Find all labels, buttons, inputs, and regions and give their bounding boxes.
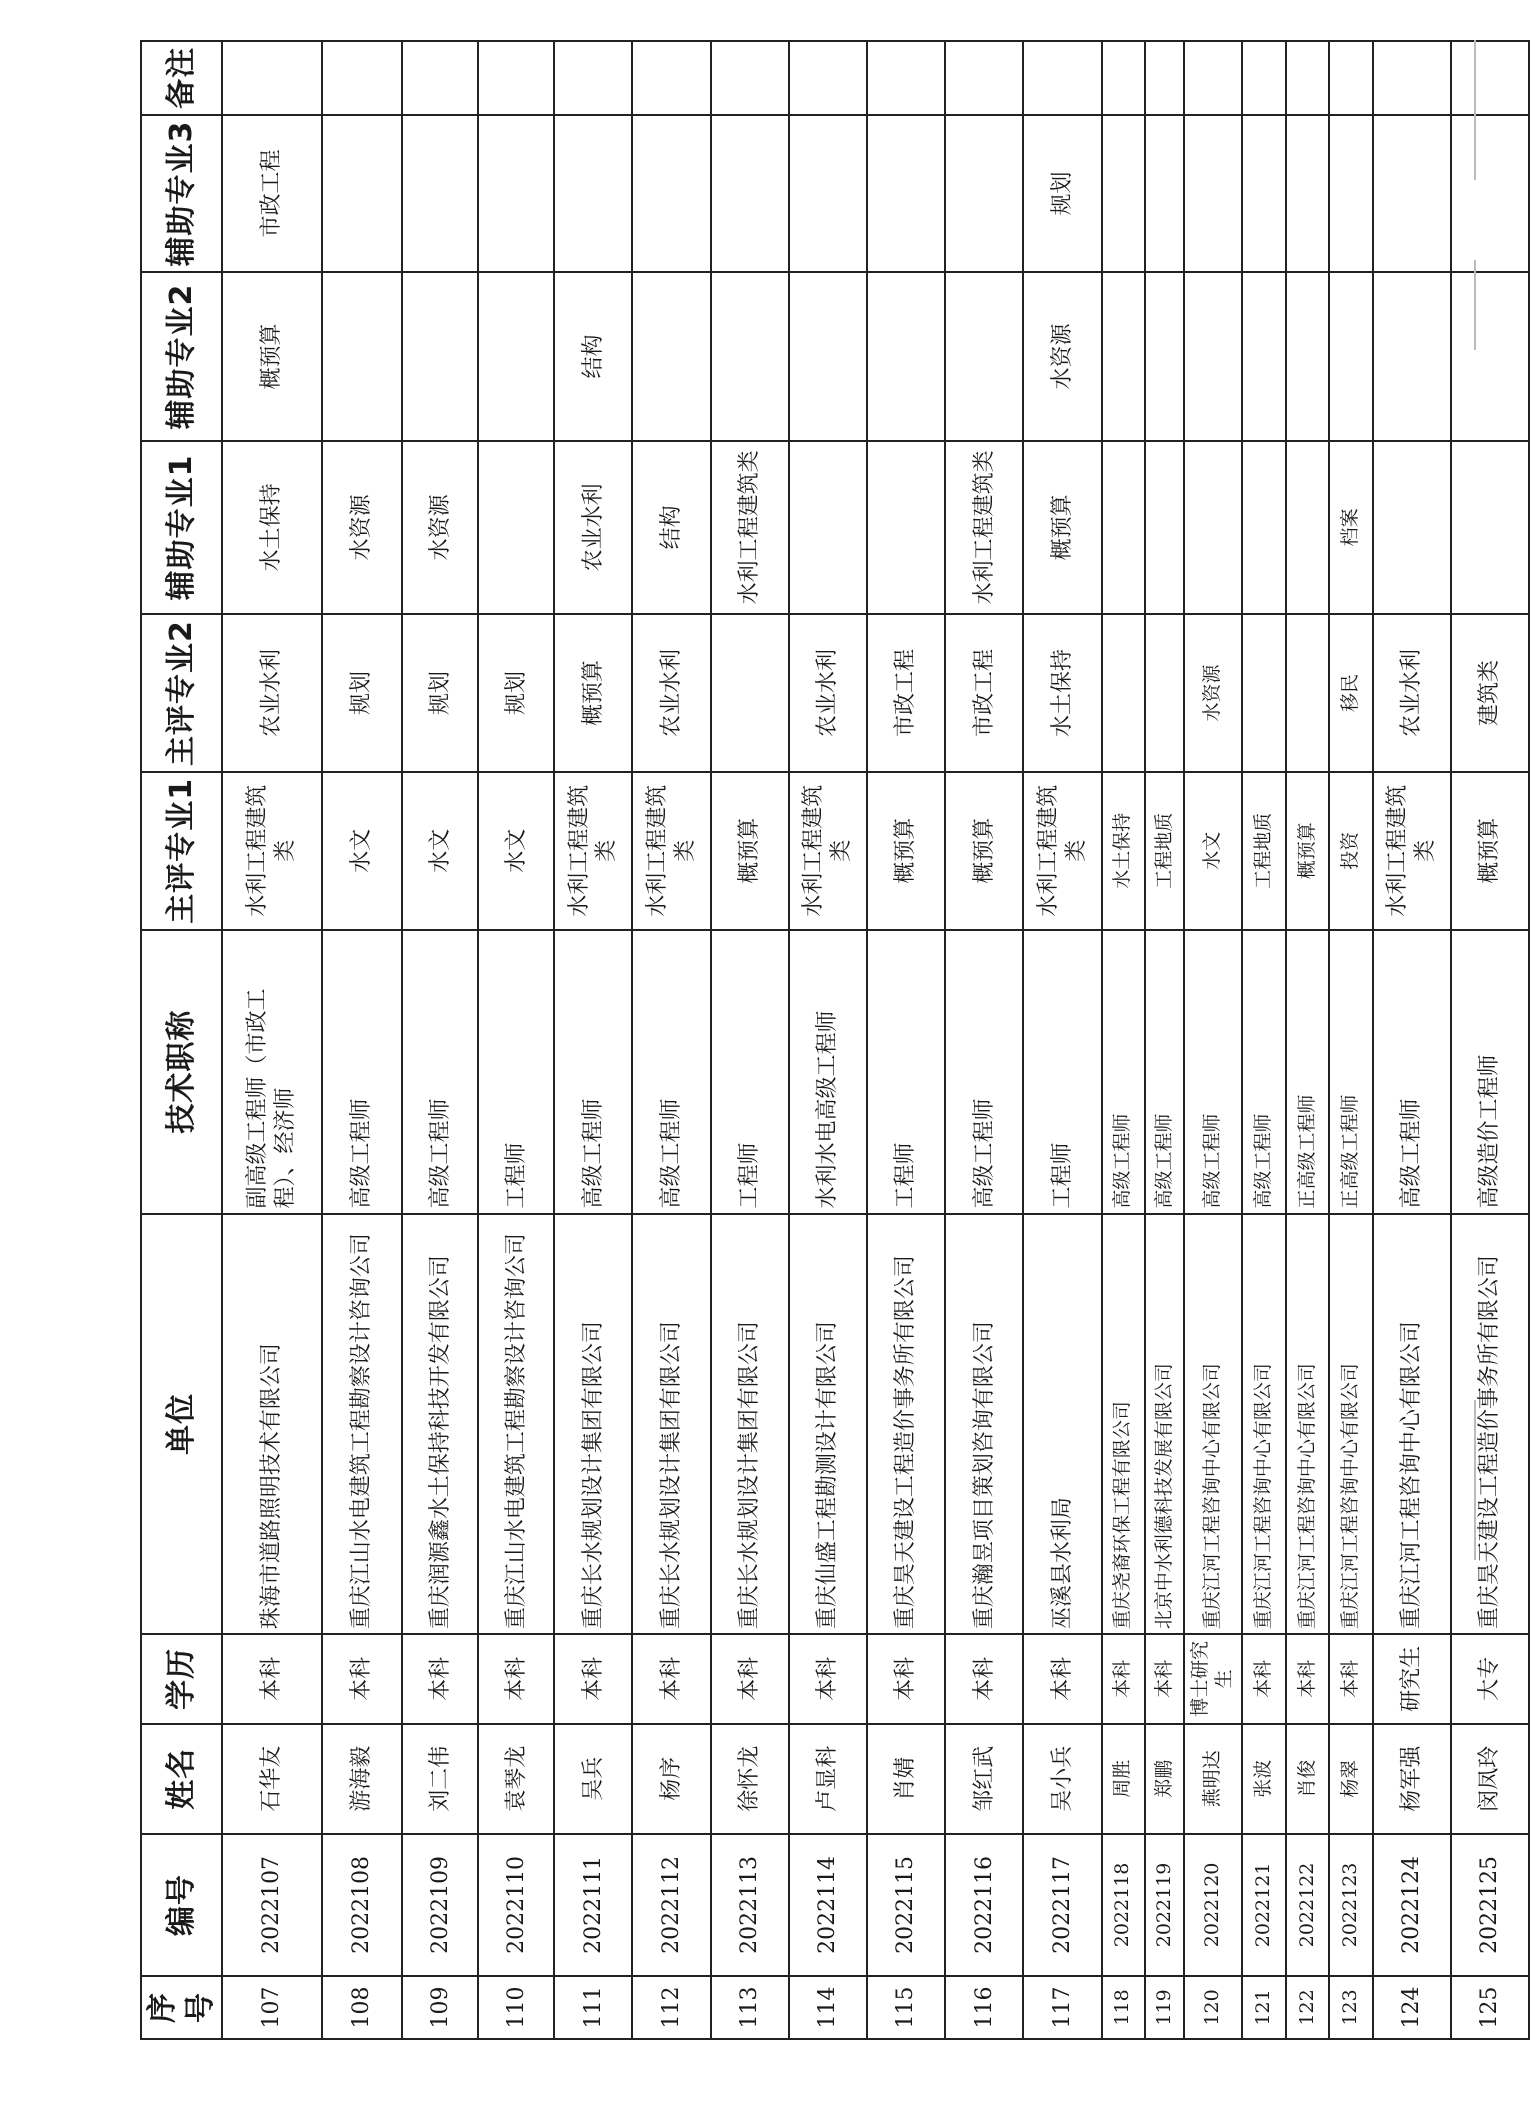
column-header: 单位 (141, 1214, 222, 1635)
cell-aux3 (1286, 115, 1329, 273)
cell-major1: 概预算 (1451, 772, 1529, 930)
cell-code: 2022118 (1102, 1834, 1145, 1976)
cell-title: 工程师 (711, 930, 789, 1214)
cell-aux2 (1145, 272, 1184, 440)
cell-aux2 (1184, 272, 1242, 440)
cell-name: 张波 (1242, 1724, 1285, 1834)
column-header: 辅助专业3 (141, 115, 222, 273)
cell-aux2 (789, 272, 867, 440)
table-row (1286, 41, 1329, 2039)
cell-education: 本科 (1242, 1634, 1285, 1723)
cell-major2: 水资源 (1184, 614, 1242, 772)
cell-title: 工程师 (478, 930, 554, 1214)
cell-aux1: 档案 (1329, 441, 1372, 615)
cell-unit: 重庆江河工程咨询中心有限公司 (1184, 1214, 1242, 1635)
table-row (1451, 41, 1529, 2039)
cell-aux1: 水资源 (322, 441, 402, 615)
cell-aux3 (789, 115, 867, 273)
cell-code: 2022113 (711, 1834, 789, 1976)
cell-unit: 重庆昊天建设工程造价事务所有限公司 (867, 1214, 945, 1635)
cell-major1: 概预算 (1286, 772, 1329, 930)
cell-code: 2022119 (1145, 1834, 1184, 1976)
cell-remark (632, 41, 710, 115)
cell-name: 杨序 (632, 1724, 710, 1834)
cell-remark (945, 41, 1023, 115)
table-row (1102, 41, 1145, 2039)
cell-code: 2022122 (1286, 1834, 1329, 1976)
cell-aux1 (789, 441, 867, 615)
cell-major1: 概预算 (945, 772, 1023, 930)
cell-education: 本科 (945, 1634, 1023, 1723)
cell-aux1 (1145, 441, 1184, 615)
cell-major1: 水文 (322, 772, 402, 930)
cell-major1: 工程地质 (1242, 772, 1285, 930)
cell-code: 2022124 (1373, 1834, 1451, 1976)
cell-unit: 重庆昊天建设工程造价事务所有限公司 (1451, 1214, 1529, 1635)
cell-title: 高级造价工程师 (1451, 930, 1529, 1214)
cell-major1: 水利工程建筑类 (632, 772, 710, 930)
cell-aux2 (1286, 272, 1329, 440)
cell-name: 杨军强 (1373, 1724, 1451, 1834)
cell-aux3 (554, 115, 632, 273)
column-header: 主评专业1 (141, 772, 222, 930)
header-row (141, 41, 222, 2039)
cell-name: 吴小兵 (1023, 1724, 1101, 1834)
cell-remark (867, 41, 945, 115)
cell-aux1 (867, 441, 945, 615)
cell-name: 燕明达 (1184, 1724, 1242, 1834)
cell-code: 2022125 (1451, 1834, 1529, 1976)
cell-unit: 重庆瀚昱项目策划咨询有限公司 (945, 1214, 1023, 1635)
table-row (1242, 41, 1285, 2039)
cell-major2: 规划 (402, 614, 478, 772)
cell-education: 本科 (402, 1634, 478, 1723)
table-row (632, 41, 710, 2039)
cell-major2 (1242, 614, 1285, 772)
column-header: 序号 (141, 1976, 222, 2039)
cell-aux3 (1242, 115, 1285, 273)
cell-remark (1329, 41, 1372, 115)
cell-major2: 建筑类 (1451, 614, 1529, 772)
cell-aux1 (478, 441, 554, 615)
table-row (222, 41, 322, 2039)
cell-index: 122 (1286, 1976, 1329, 2039)
cell-name: 肖婧 (867, 1724, 945, 1834)
cell-title: 高级工程师 (1373, 930, 1451, 1214)
cell-education: 本科 (1102, 1634, 1145, 1723)
cell-aux3 (632, 115, 710, 273)
cell-title: 高级工程师 (945, 930, 1023, 1214)
cell-major2: 移民 (1329, 614, 1372, 772)
cell-index: 108 (322, 1976, 402, 2039)
cell-education: 本科 (322, 1634, 402, 1723)
table-row (711, 41, 789, 2039)
cell-unit: 重庆江河工程咨询中心有限公司 (1373, 1214, 1451, 1635)
cell-aux3 (945, 115, 1023, 273)
scan-edge-mark (1474, 260, 1476, 350)
column-header: 编号 (141, 1834, 222, 1976)
cell-name: 杨翠 (1329, 1724, 1372, 1834)
cell-aux3 (1102, 115, 1145, 273)
cell-title: 正高级工程师 (1286, 930, 1329, 1214)
cell-code: 2022111 (554, 1834, 632, 1976)
cell-aux1 (1373, 441, 1451, 615)
cell-education: 本科 (1286, 1634, 1329, 1723)
cell-code: 2022121 (1242, 1834, 1285, 1976)
cell-major1: 水利工程建筑类 (1023, 772, 1101, 930)
cell-remark (1102, 41, 1145, 115)
cell-aux1 (1242, 441, 1285, 615)
cell-education: 本科 (711, 1634, 789, 1723)
cell-title: 高级工程师 (322, 930, 402, 1214)
cell-title: 高级工程师 (554, 930, 632, 1214)
cell-title: 高级工程师 (632, 930, 710, 1214)
cell-name: 徐怀龙 (711, 1724, 789, 1834)
cell-remark (402, 41, 478, 115)
cell-education: 博士研究生 (1184, 1634, 1242, 1723)
cell-major2: 农业水利 (789, 614, 867, 772)
cell-index: 109 (402, 1976, 478, 2039)
cell-major2 (1145, 614, 1184, 772)
cell-code: 2022112 (632, 1834, 710, 1976)
expert-list-table (140, 40, 1530, 2040)
cell-major1: 水文 (402, 772, 478, 930)
cell-title: 高级工程师 (402, 930, 478, 1214)
table-row (1023, 41, 1101, 2039)
cell-aux2 (711, 272, 789, 440)
cell-major1: 概预算 (711, 772, 789, 930)
cell-name: 邹红武 (945, 1724, 1023, 1834)
cell-aux1 (1451, 441, 1529, 615)
cell-remark (1451, 41, 1529, 115)
cell-major1: 水文 (478, 772, 554, 930)
cell-title: 高级工程师 (1102, 930, 1145, 1214)
cell-index: 117 (1023, 1976, 1101, 2039)
cell-name: 袁琴龙 (478, 1724, 554, 1834)
cell-aux2 (632, 272, 710, 440)
cell-index: 119 (1145, 1976, 1184, 2039)
table-row (1145, 41, 1184, 2039)
cell-education: 本科 (222, 1634, 322, 1723)
cell-unit: 重庆长水规划设计集团有限公司 (711, 1214, 789, 1635)
cell-unit: 重庆江河工程咨询中心有限公司 (1242, 1214, 1285, 1635)
cell-aux2 (867, 272, 945, 440)
table-row (867, 41, 945, 2039)
cell-title: 工程师 (1023, 930, 1101, 1214)
cell-title: 高级工程师 (1242, 930, 1285, 1214)
cell-unit: 重庆江山水电建筑工程勘察设计咨询公司 (478, 1214, 554, 1635)
cell-name: 石华友 (222, 1724, 322, 1834)
cell-unit: 珠海市道路照明技术有限公司 (222, 1214, 322, 1635)
cell-unit: 重庆仙盛工程勘测设计有限公司 (789, 1214, 867, 1635)
cell-remark (478, 41, 554, 115)
cell-name: 吴兵 (554, 1724, 632, 1834)
cell-code: 2022115 (867, 1834, 945, 1976)
cell-unit: 重庆江河工程咨询中心有限公司 (1329, 1214, 1372, 1635)
rotated-table-container (140, 40, 1530, 2040)
cell-major2: 水土保持 (1023, 614, 1101, 772)
table-row (402, 41, 478, 2039)
cell-index: 113 (711, 1976, 789, 2039)
cell-aux3 (711, 115, 789, 273)
cell-aux2 (322, 272, 402, 440)
cell-name: 闵凤玲 (1451, 1724, 1529, 1834)
cell-index: 111 (554, 1976, 632, 2039)
cell-index: 121 (1242, 1976, 1285, 2039)
cell-major1: 工程地质 (1145, 772, 1184, 930)
cell-education: 本科 (1145, 1634, 1184, 1723)
cell-remark (1184, 41, 1242, 115)
cell-code: 2022116 (945, 1834, 1023, 1976)
cell-title: 水利水电高级工程师 (789, 930, 867, 1214)
cell-major2: 规划 (322, 614, 402, 772)
cell-index: 125 (1451, 1976, 1529, 2039)
cell-education: 本科 (789, 1634, 867, 1723)
cell-unit: 重庆长水规划设计集团有限公司 (632, 1214, 710, 1635)
cell-aux3 (867, 115, 945, 273)
cell-code: 2022109 (402, 1834, 478, 1976)
cell-index: 112 (632, 1976, 710, 2039)
cell-title: 高级工程师 (1184, 930, 1242, 1214)
cell-aux1 (1184, 441, 1242, 615)
cell-aux1: 水利工程建筑类 (945, 441, 1023, 615)
cell-aux3 (1145, 115, 1184, 273)
cell-unit: 重庆江山水电建筑工程勘察设计咨询公司 (322, 1214, 402, 1635)
table-body (222, 41, 1529, 2039)
cell-major2: 农业水利 (1373, 614, 1451, 772)
cell-aux3 (1451, 115, 1529, 273)
cell-major2: 农业水利 (632, 614, 710, 772)
table-row (322, 41, 402, 2039)
cell-aux2 (402, 272, 478, 440)
cell-major2 (711, 614, 789, 772)
table-row (1373, 41, 1451, 2039)
column-header: 技术职称 (141, 930, 222, 1214)
cell-index: 114 (789, 1976, 867, 2039)
cell-aux2 (1102, 272, 1145, 440)
cell-aux1: 概预算 (1023, 441, 1101, 615)
cell-major1: 水利工程建筑类 (222, 772, 322, 930)
cell-major2: 市政工程 (945, 614, 1023, 772)
cell-remark (222, 41, 322, 115)
column-header: 学历 (141, 1634, 222, 1723)
cell-code: 2022120 (1184, 1834, 1242, 1976)
cell-code: 2022114 (789, 1834, 867, 1976)
cell-major2: 市政工程 (867, 614, 945, 772)
column-header: 辅助专业2 (141, 272, 222, 440)
cell-remark (322, 41, 402, 115)
cell-aux2: 水资源 (1023, 272, 1101, 440)
cell-index: 118 (1102, 1976, 1145, 2039)
cell-aux3 (402, 115, 478, 273)
cell-education: 本科 (478, 1634, 554, 1723)
cell-aux3: 规划 (1023, 115, 1101, 273)
cell-aux1 (1286, 441, 1329, 615)
cell-aux1 (1102, 441, 1145, 615)
cell-aux2: 概预算 (222, 272, 322, 440)
cell-remark (1242, 41, 1285, 115)
cell-remark (1023, 41, 1101, 115)
cell-index: 115 (867, 1976, 945, 2039)
cell-aux2 (1329, 272, 1372, 440)
cell-aux2 (945, 272, 1023, 440)
cell-aux1: 结构 (632, 441, 710, 615)
cell-education: 本科 (867, 1634, 945, 1723)
cell-remark (1145, 41, 1184, 115)
cell-major2: 农业水利 (222, 614, 322, 772)
cell-remark (1286, 41, 1329, 115)
table-row (1329, 41, 1372, 2039)
cell-aux2 (1373, 272, 1451, 440)
cell-index: 124 (1373, 1976, 1451, 2039)
cell-education: 研究生 (1373, 1634, 1451, 1723)
cell-aux2 (1242, 272, 1285, 440)
cell-code: 2022107 (222, 1834, 322, 1976)
column-header: 主评专业2 (141, 614, 222, 772)
cell-index: 107 (222, 1976, 322, 2039)
cell-code: 2022123 (1329, 1834, 1372, 1976)
cell-title: 工程师 (867, 930, 945, 1214)
cell-unit: 重庆长水规划设计集团有限公司 (554, 1214, 632, 1635)
cell-major2 (1102, 614, 1145, 772)
cell-aux1: 水资源 (402, 441, 478, 615)
cell-index: 120 (1184, 1976, 1242, 2039)
cell-education: 本科 (632, 1634, 710, 1723)
scan-edge-mark (1474, 1400, 1476, 1560)
cell-unit: 巫溪县水利局 (1023, 1214, 1101, 1635)
cell-index: 123 (1329, 1976, 1372, 2039)
cell-major1: 水利工程建筑类 (554, 772, 632, 930)
cell-aux1: 农业水利 (554, 441, 632, 615)
column-header: 姓名 (141, 1724, 222, 1834)
cell-aux3 (1329, 115, 1372, 273)
cell-remark (789, 41, 867, 115)
cell-major1: 概预算 (867, 772, 945, 930)
cell-name: 肖俊 (1286, 1724, 1329, 1834)
cell-major1: 水利工程建筑类 (1373, 772, 1451, 930)
cell-title: 副高级工程师（市政工程）、经济师 (222, 930, 322, 1214)
cell-name: 游海毅 (322, 1724, 402, 1834)
cell-aux2: 结构 (554, 272, 632, 440)
table-row (478, 41, 554, 2039)
cell-name: 卢显科 (789, 1724, 867, 1834)
cell-aux1: 水利工程建筑类 (711, 441, 789, 615)
cell-unit: 北京中水利德科技发展有限公司 (1145, 1214, 1184, 1635)
cell-education: 本科 (554, 1634, 632, 1723)
cell-major1: 水利工程建筑类 (789, 772, 867, 930)
cell-aux3 (1184, 115, 1242, 273)
cell-major1: 水文 (1184, 772, 1242, 930)
cell-aux1: 水土保持 (222, 441, 322, 615)
cell-aux3 (478, 115, 554, 273)
cell-name: 刘二伟 (402, 1724, 478, 1834)
cell-title: 正高级工程师 (1329, 930, 1372, 1214)
table-row (945, 41, 1023, 2039)
cell-code: 2022117 (1023, 1834, 1101, 1976)
cell-code: 2022108 (322, 1834, 402, 1976)
cell-major2: 概预算 (554, 614, 632, 772)
cell-major2: 规划 (478, 614, 554, 772)
column-header: 辅助专业1 (141, 441, 222, 615)
table-row (554, 41, 632, 2039)
cell-major1: 投资 (1329, 772, 1372, 930)
cell-code: 2022110 (478, 1834, 554, 1976)
table-row (789, 41, 867, 2039)
cell-unit: 重庆江河工程咨询中心有限公司 (1286, 1214, 1329, 1635)
cell-aux2 (1451, 272, 1529, 440)
cell-education: 本科 (1329, 1634, 1372, 1723)
cell-index: 116 (945, 1976, 1023, 2039)
cell-name: 郑鹏 (1145, 1724, 1184, 1834)
cell-remark (1373, 41, 1451, 115)
cell-education: 本科 (1023, 1634, 1101, 1723)
cell-aux2 (478, 272, 554, 440)
cell-index: 110 (478, 1976, 554, 2039)
cell-name: 周胜 (1102, 1724, 1145, 1834)
cell-education: 大专 (1451, 1634, 1529, 1723)
cell-remark (554, 41, 632, 115)
cell-aux3 (1373, 115, 1451, 273)
cell-aux3 (322, 115, 402, 273)
table-row (1184, 41, 1242, 2039)
cell-aux3: 市政工程 (222, 115, 322, 273)
cell-title: 高级工程师 (1145, 930, 1184, 1214)
cell-major2 (1286, 614, 1329, 772)
cell-unit: 重庆尧裔环保工程有限公司 (1102, 1214, 1145, 1635)
cell-unit: 重庆润源鑫水土保持科技开发有限公司 (402, 1214, 478, 1635)
scan-edge-mark (1474, 40, 1476, 180)
cell-major1: 水土保持 (1102, 772, 1145, 930)
column-header: 备注 (141, 41, 222, 115)
cell-remark (711, 41, 789, 115)
